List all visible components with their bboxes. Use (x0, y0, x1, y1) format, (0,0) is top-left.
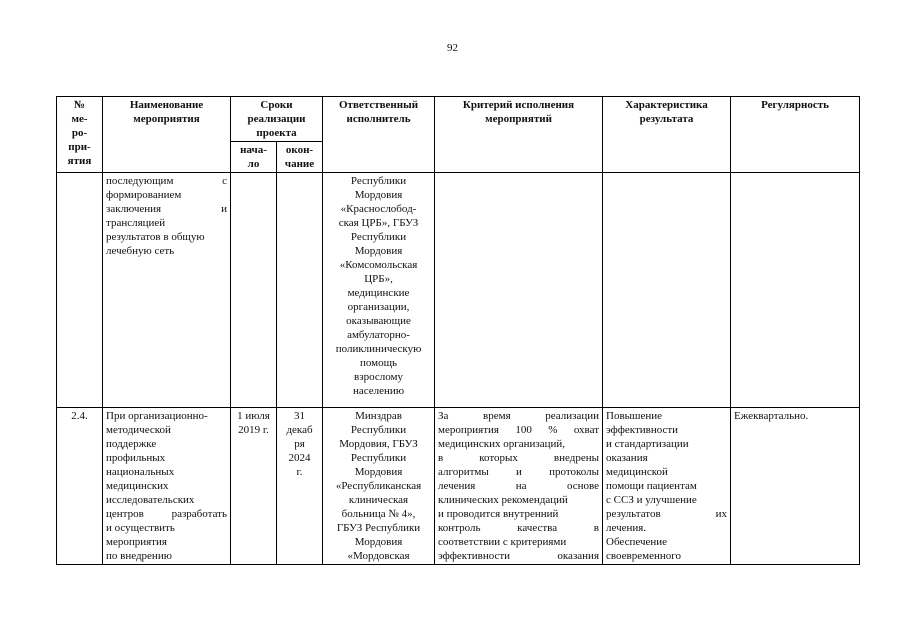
header-criterion: Критерий исполнения мероприятий (435, 97, 603, 173)
cell-regularity (731, 173, 860, 408)
cell-executor: Минздрав Республики Мордовия, ГБУЗ Республики Мордовия «Республиканская клиническая больница № 4», ГБУЗ Республики Мордовия «Мордовская (323, 408, 435, 565)
table-row (57, 173, 860, 408)
cell-result (603, 173, 731, 408)
cell-name: При организационно- методической поддержке профильных национальных медицинских исследовательских центров разработать и осуществить мероприятия по внедрению (103, 408, 231, 565)
cell-start: 1 июля 2019 г. (231, 408, 277, 565)
header-name: Наименование мероприятия (103, 97, 231, 173)
cell-executor: Республики Мордовия «Краснослобод- ская ЦРБ», ГБУЗ Республики Мордовия «Комсомольская ЦРБ», медицинские организации, оказывающие амбулаторно- поликлиническую помощь взрослому населению (323, 173, 435, 408)
header-executor: Ответственный исполнитель (323, 97, 435, 173)
cell-number (57, 173, 103, 408)
cell-criterion (435, 173, 603, 408)
header-start: нача- ло (231, 142, 277, 173)
cell-end: 31 декаб ря 2024 г. (277, 408, 323, 565)
cell-result: Повышение эффективности и стандартизации оказания медицинской помощи пациентам с ССЗ и улучшение результатов их лечения. Обеспечение своевременного (603, 408, 731, 565)
page-number: 92 (447, 42, 458, 54)
cell-criterion: За время реализации мероприятия 100 % охват медицинских организаций, в которых внедрены алгоритмы и протоколы лечения на основе клинических рекомендаций и проводится внутренний контроль качества в соответствии с критериями эффективности оказания (435, 408, 603, 565)
header-end: окон- чание (277, 142, 323, 173)
measures-table (56, 96, 860, 565)
header-regularity: Регулярность (731, 97, 860, 173)
cell-end (277, 173, 323, 408)
table-row (57, 408, 860, 565)
header-row-1 (57, 97, 860, 142)
header-terms: Сроки реализации проекта (231, 97, 323, 142)
cell-name: последующим с формированием заключения и трансляцией результатов в общую лечебную сеть (103, 173, 231, 408)
cell-regularity: Ежеквартально. (731, 408, 860, 565)
cell-number: 2.4. (57, 408, 103, 565)
header-number: № ме- ро- при- ятия (57, 97, 103, 173)
header-result: Характеристика результата (603, 97, 731, 173)
cell-start (231, 173, 277, 408)
